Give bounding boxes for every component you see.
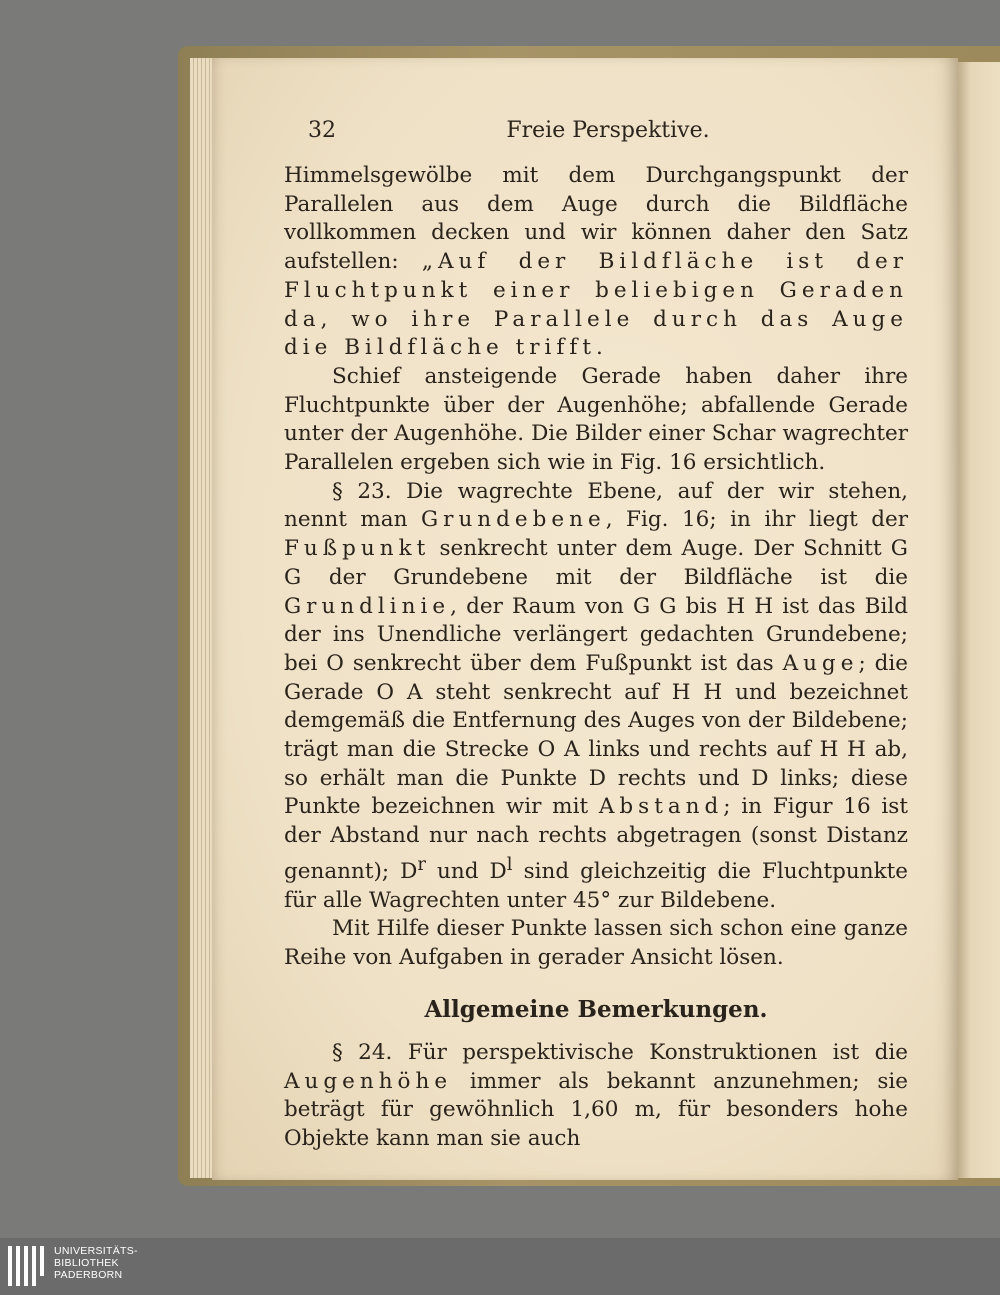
superscript-r: r (417, 853, 426, 875)
facing-page-edge (958, 62, 1000, 1178)
term-auge: Auge (782, 650, 859, 676)
term-fusspunkt: Fußpunkt (284, 536, 431, 562)
emphasized-statement: „Auf der Bildfläche ist der Fluchtpunkt einer beliebigen Geraden da, wo ihre Parallele durch das Auge die Bildfläche trifft. (284, 249, 908, 361)
term-augenhoehe: Augenhöhe (284, 1068, 453, 1094)
running-head (308, 118, 908, 152)
paragraph-section-24: § 24. Für perspektivische Konstruktionen ist die Augenhöhe immer als bekannt anzunehmen; sie beträgt für gewöhnlich 1,60 m, für besonders hohe Objekte kann man sie auch (284, 1039, 908, 1151)
paragraph-2: Schief ansteigende Gerade haben daher ihre Fluchtpunkte über der Augenhöhe; abfallende Gerade unter der Augenhöhe. Die Bilder einer Schar wagrechter Parallelen ergeben sich wie in Fig. 16 ersichtlich. (284, 363, 908, 476)
running-title: Freie Perspektive. (506, 118, 710, 143)
section-heading: Allgemeine Bemerkungen. (424, 995, 768, 1023)
body-text (284, 162, 908, 1154)
term-grundebene: Grundebene (421, 507, 606, 533)
term-abstand: Abstand (598, 794, 724, 820)
superscript-l: l (506, 853, 513, 875)
library-name: UNIVERSITÄTS- BIBLIOTHEK PADERBORN (54, 1245, 138, 1281)
library-logo-icon (8, 1246, 48, 1286)
term-grundlinie: Grundlinie (284, 593, 451, 619)
library-footer (0, 1238, 1000, 1295)
paragraph-4: Mit Hilfe dieser Punkte lassen sich schon eine ganze Reihe von Aufgaben in gerader Ansicht lösen. (284, 916, 908, 971)
paragraph-1: Himmelsgewölbe mit dem Durchgangspunkt der Parallelen aus dem Auge durch die Bildfläche vollkommen decken und wir können daher den Satz aufstellen: „Auf der Bildfläche ist der Fluchtpunkt einer beliebigen Geraden da, wo ihre Parallele durch das Auge die Bildfläche trifft. (284, 163, 908, 361)
page-number: 32 (308, 118, 336, 143)
paragraph-section-23: § 23. Die wagrechte Ebene, auf der wir stehen, nennt man Grundebene, Fig. 16; in ihr liegt der Fußpunkt senkrecht unter dem Auge. Der Schnitt G G der Grundebene mit der Bildfläche ist die Grundlinie, der Raum von G G bis H H ist das Bild der ins Unendliche verlängert gedachten Grundebene; bei O senkrecht über dem Fußpunkt ist das Auge; die Gerade O A steht senkrecht auf H H und bezeichnet demgemäß die Entfernung des Auges von der Bildebene; trägt man die Strecke O A links und rechts auf H H ab, so erhält man die Punkte D rechts und D links; diese Punkte bezeichnen wir mit Abstand; in Figur 16 ist der Abstand nur nach rechts abgetragen (sonst Distanz genannt); $D^r$ und $D^l$ sind gleichzeitig die Fluchtpunkte für alle Wagrechten unter 45° zur Bildebene. (284, 478, 909, 913)
